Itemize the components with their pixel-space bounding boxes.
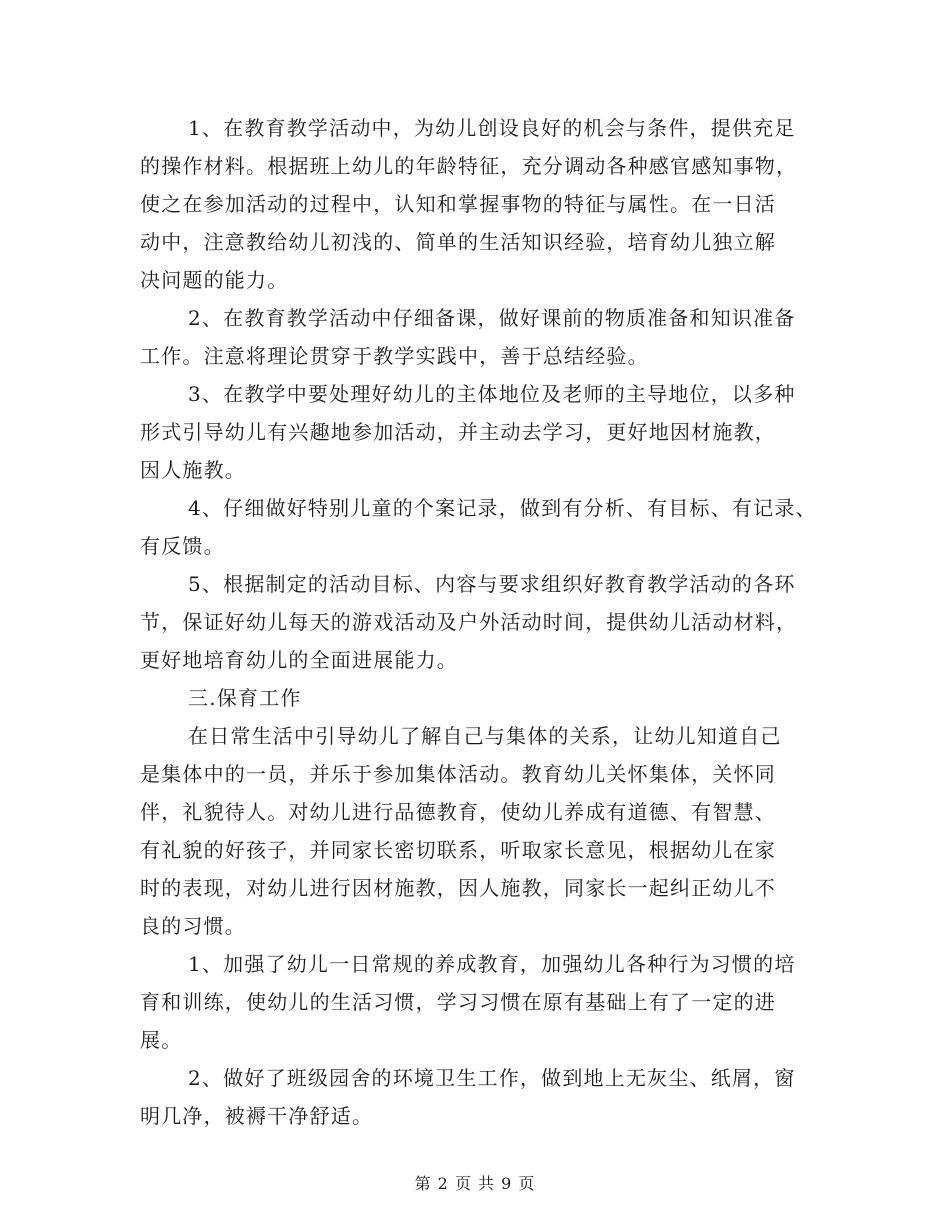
text-line: 明几净，被褥干净舒适。 [140,1104,374,1128]
text-line: 1、加强了幼儿一日常规的养成教育，加强幼儿各种行为习惯的培 [188,952,796,976]
text-line: 是集体中的一员，并乐于参加集体活动。教育幼儿关怀集体，关怀同 [140,762,776,786]
text-line: 节，保证好幼儿每天的游戏活动及户外活动时间，提供幼儿活动材料， [140,610,798,634]
text-line: 有礼貌的好孩子，并同家长密切联系，听取家长意见，根据幼儿在家 [140,838,776,862]
text-line: 3、在教学中要处理好幼儿的主体地位及老师的主导地位，以多种 [188,382,796,406]
page-footer: 第 2 页 共 9 页 [414,1174,536,1193]
text-line: 2、在教育教学活动中仔细备课，做好课前的物质准备和知识准备 [188,306,796,330]
text-line: 良的习惯。 [140,914,246,938]
text-line: 更好地培育幼儿的全面进展能力。 [140,648,458,672]
text-line: 时的表现，对幼儿进行因材施教，因人施教，同家长一起纠正幼儿不 [140,876,776,900]
text-line: 形式引导幼儿有兴趣地参加活动，并主动去学习，更好地因材施教， [140,420,776,444]
section-heading: 三.保育工作 [188,686,302,710]
text-line: 使之在参加活动的过程中，认知和掌握事物的特征与属性。在一日活 [140,192,776,216]
text-line: 动中，注意教给幼儿初浅的、简单的生活知识经验，培育幼儿独立解 [140,230,776,254]
text-line: 有反馈。 [140,534,225,558]
text-line: 育和训练，使幼儿的生活习惯，学习习惯在原有基础上有了一定的进 [140,990,776,1014]
text-line: 展。 [140,1028,183,1052]
text-line: 的操作材料。根据班上幼儿的年龄特征，充分调动各种感官感知事物， [140,154,798,178]
text-line: 2、做好了班级园舍的环境卫生工作，做到地上无灰尘、纸屑，窗 [188,1066,796,1090]
text-line: 5、根据制定的活动目标、内容与要求组织好教育教学活动的各环 [188,572,796,596]
text-line: 在日常生活中引导幼儿了解自己与集体的关系，让幼儿知道自己 [188,724,782,748]
text-line: 伴，礼貌待人。对幼儿进行品德教育，使幼儿养成有道德、有智慧、 [140,800,776,824]
text-line: 4、仔细做好特别儿童的个案记录，做到有分析、有目标、有记录、 [188,496,817,520]
text-line: 1、在教育教学活动中，为幼儿创设良好的机会与条件，提供充足 [188,116,796,140]
text-line: 因人施教。 [140,458,246,482]
text-line: 工作。注意将理论贯穿于教学实践中，善于总结经验。 [140,344,649,368]
text-line: 决问题的能力。 [140,268,289,292]
